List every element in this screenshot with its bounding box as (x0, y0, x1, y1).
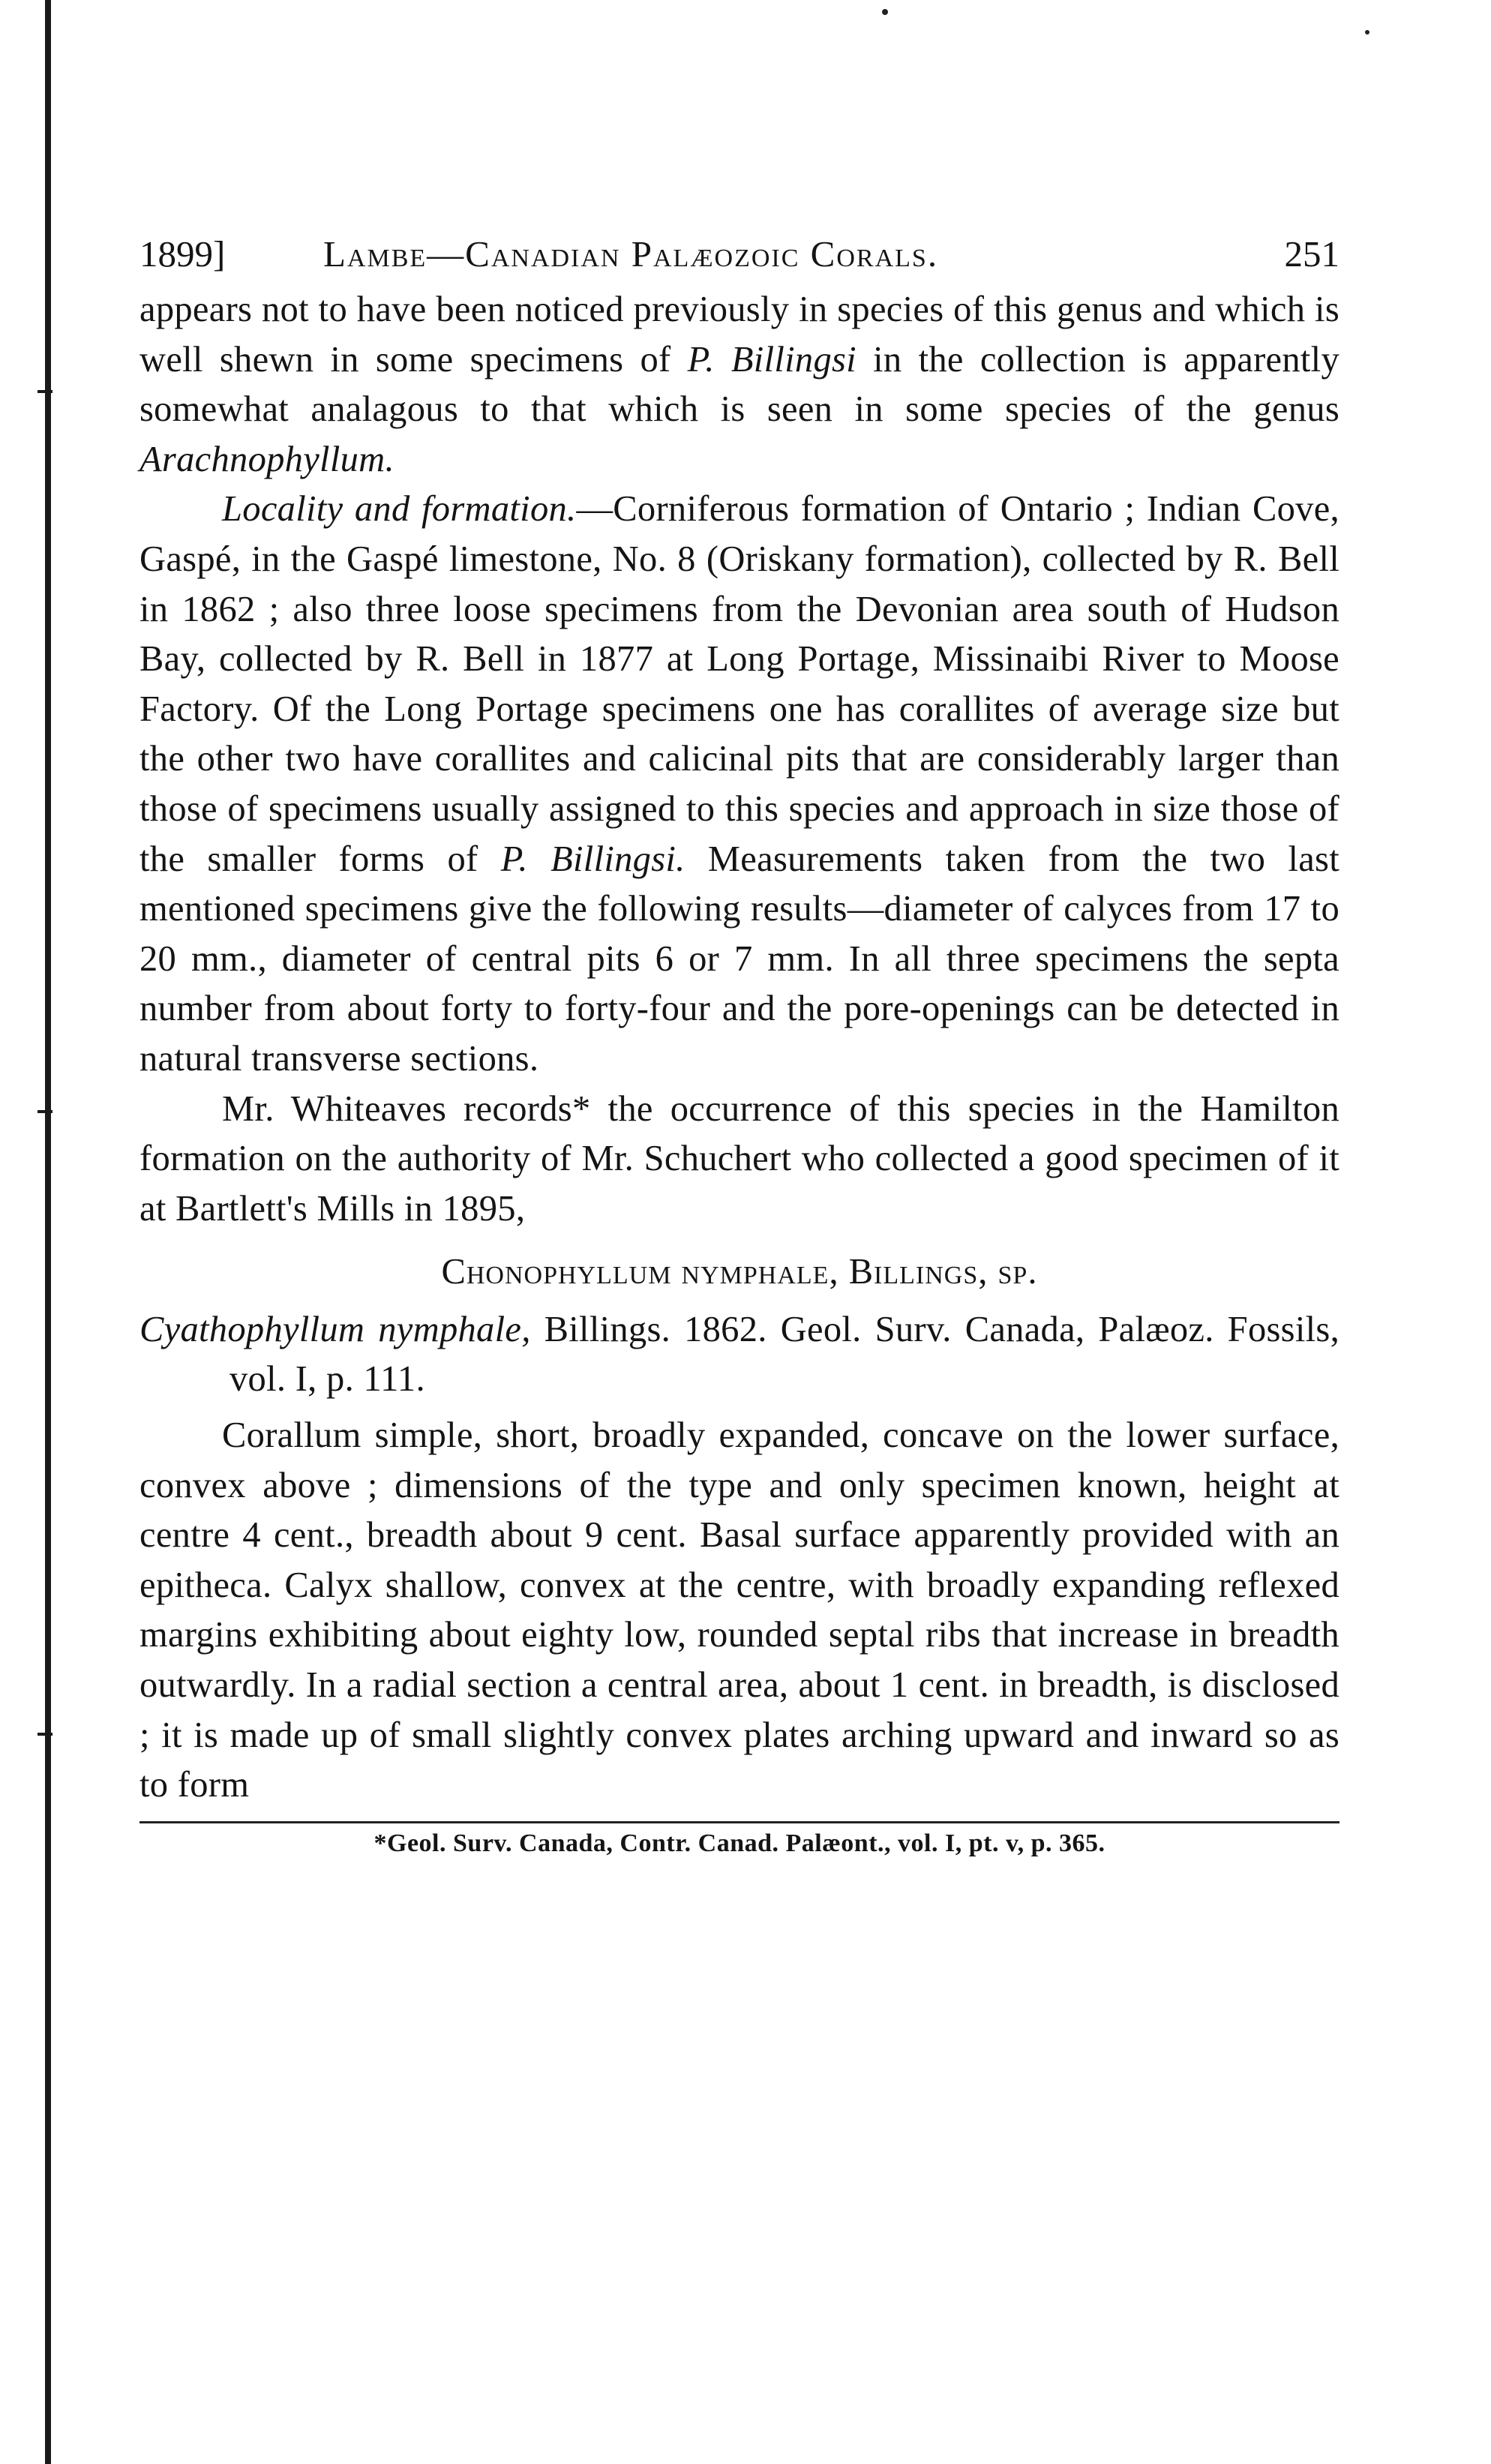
text-run: Measurements taken from the two last mentioned specimens give the following results—diameter of calyces from 17 to 20 mm., diameter of central pits 6 or 7 mm. In all three specimens the septa number from about forty to forty-four and the pore-openings can be detected in natural transverse sections. (140, 839, 1340, 1079)
running-head-year: 1899] (140, 233, 226, 275)
text-run: appears not to have been noticed previously in species of this genus and which is well shewn in some specimens of (140, 290, 1340, 380)
species-heading: Chonophyllum nymphale, Billings, sp. (441, 1252, 1038, 1292)
species-name: P. Billingsi (687, 339, 856, 380)
body-text (140, 285, 1340, 1811)
genus-name: Arachnophyllum. (140, 439, 394, 479)
page-number: 251 (1284, 233, 1340, 275)
paragraph-records: Mr. Whiteaves records* the occurrence of this species in the Hamilton formation on the authority of Mr. Schuchert who collected a good specimen of it at Bartlett's Mills in 1895, (140, 1088, 1340, 1229)
paragraph-locality (140, 485, 1340, 1084)
species-name: P. Billingsi. (500, 839, 686, 879)
book-page (140, 225, 1340, 1858)
synonymy-entry (140, 1305, 1340, 1405)
footnote-rule (140, 1821, 1340, 1823)
page-binding-edge (45, 0, 51, 2464)
running-head-title: Lambe—Canadian Palæozoic Corals. (323, 233, 939, 275)
binding-mark (38, 1110, 52, 1113)
footnote: *Geol. Surv. Canada, Contr. Canad. Palæont., vol. I, pt. v, p. 365. (374, 1829, 1106, 1857)
ink-speck (882, 9, 888, 15)
section-lead: Locality and formation. (222, 489, 577, 530)
running-head (140, 225, 1340, 285)
text-run: in the collection is apparently somewhat analagous to that which is seen in some species of the genus (140, 339, 1340, 430)
paragraph-continuation (140, 285, 1340, 485)
synonym-name: Cyathophyllum nymphale, (140, 1309, 531, 1349)
text-run: Billings. 1862. Geol. Surv. Canada, Palæoz. Fossils, vol. I, p. 111. (230, 1309, 1340, 1400)
binding-mark (38, 1733, 52, 1736)
ink-speck (1365, 30, 1370, 35)
text-run: —Corniferous formation of Ontario ; Indian Cove, Gaspé, in the Gaspé limestone, No. 8 (Oriskany formation), collected by R. Bell in 1862 ; also three loose specimens from the Devonian area south of Hudson Bay, collected by R. Bell in 1877 at Long Portage, Missinaibi River to Moose Factory. Of the Long Portage specimens one has corallites of average size but the other two have corallites and calicinal pits that are considerably larger than those of specimens usually assigned to this species and approach in size those of the smaller forms of (140, 489, 1340, 879)
paragraph-description: Corallum simple, short, broadly expanded, concave on the lower surface, convex above ; dimensions of the type and only specimen known, height at centre 4 cent., breadth about 9 cent. Basal surface apparently provided with an epitheca. Calyx shallow, convex at the centre, with broadly expanding reflexed margins exhibiting about eighty low, rounded septal ribs that increase in breadth outwardly. In a radial section a central area, about 1 cent. in breadth, is disclosed ; it is made up of small slightly convex plates arching upward and inward so as to form (140, 1415, 1340, 1805)
binding-mark (38, 390, 52, 393)
